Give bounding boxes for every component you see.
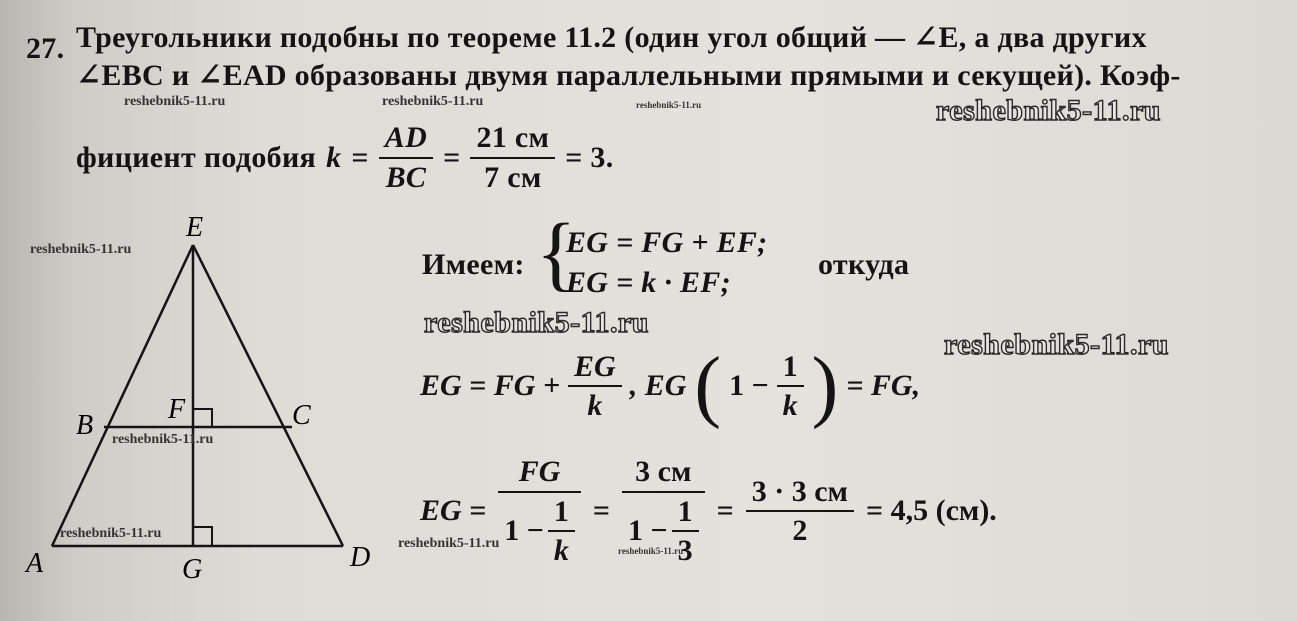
system-after: откуда xyxy=(818,248,910,281)
label-b: B xyxy=(76,410,94,441)
equals-sign: = xyxy=(351,140,369,174)
fraction-1-k xyxy=(548,496,575,567)
watermark: reshebnik5-11.ru xyxy=(618,546,684,556)
fraction-denominator: 2 xyxy=(792,514,808,548)
watermark: reshebnik5-11.ru xyxy=(944,328,1169,361)
fraction-bar xyxy=(746,510,854,512)
fraction-denominator: 3 xyxy=(677,534,693,567)
fraction-numerator: 1 xyxy=(553,494,569,528)
fraction-numerator: 1 xyxy=(677,494,693,528)
fraction-eg-k xyxy=(568,351,622,422)
watermark: reshebnik5-11.ru xyxy=(936,94,1161,127)
system-intro: Имеем: xyxy=(422,248,525,281)
right-angle-mark-g xyxy=(193,527,212,546)
fraction-bar xyxy=(777,385,804,387)
label-a: A xyxy=(26,548,44,579)
fraction-denominator: k xyxy=(553,534,569,567)
fraction-numerator: FG xyxy=(518,455,561,488)
fraction-bar xyxy=(622,491,705,493)
fraction-9cm-over-2 xyxy=(746,476,854,547)
fraction-bar xyxy=(498,491,581,493)
label-d: D xyxy=(350,542,371,573)
fraction-denominator: BC xyxy=(385,160,427,194)
coefficient-result: = 3. xyxy=(565,140,614,174)
watermark: reshebnik5-11.ru xyxy=(30,242,132,257)
eq-mid: , EG xyxy=(629,369,687,402)
fraction-21-7 xyxy=(470,122,555,193)
fraction-denominator: k xyxy=(782,389,798,422)
final-result: = 4,5 (см). xyxy=(865,494,997,528)
system-eq-1: EG = FG + EF; xyxy=(566,226,768,259)
watermark: reshebnik5-11.ru xyxy=(398,536,500,551)
system-eq-2: EG = k · EF; xyxy=(566,266,731,299)
eq-right: = FG, xyxy=(846,369,921,402)
denominator-one-minus: 1 − xyxy=(628,514,668,548)
equals-sign: = xyxy=(443,140,461,174)
label-c: C xyxy=(292,400,311,431)
fraction-denominator xyxy=(498,496,581,567)
watermark: reshebnik5-11.ru xyxy=(60,526,162,541)
denominator-one-minus: 1 − xyxy=(504,514,544,548)
system-brace: { xyxy=(536,207,577,300)
right-angle-mark-f xyxy=(193,409,212,427)
fraction-bar xyxy=(672,530,699,532)
watermark: reshebnik5-11.ru xyxy=(124,94,226,109)
problem-number: 27. xyxy=(26,32,65,65)
problem-line-2: ∠EBC и ∠EAD образованы двумя параллельными прямыми и секущей). Коэф- xyxy=(76,59,1181,92)
fraction-bar xyxy=(470,157,555,159)
equals-sign: = xyxy=(592,494,610,528)
fraction-ad-bc xyxy=(379,122,433,193)
fraction-denominator: 7 см xyxy=(484,160,542,194)
equation-final xyxy=(420,456,997,567)
equals-sign: = xyxy=(716,494,734,528)
fraction-bar xyxy=(568,385,622,387)
problem-line-1: Треугольники подобны по теореме 11.2 (один угол общий — ∠E, а два других xyxy=(76,21,1147,54)
fraction-denominator: k xyxy=(587,389,603,422)
left-paren: ( xyxy=(694,342,722,430)
label-g: G xyxy=(182,554,203,585)
fraction-numerator: EG xyxy=(574,349,616,383)
side-ed xyxy=(193,245,343,546)
coefficient-line xyxy=(76,122,614,193)
label-f: F xyxy=(168,394,186,425)
fraction-numerator: 3 см xyxy=(635,455,692,488)
fraction-numerator: AD xyxy=(384,121,428,154)
watermark: reshebnik5-11.ru xyxy=(112,432,214,447)
watermark: reshebnik5-11.ru xyxy=(636,100,702,110)
fraction-bar xyxy=(548,530,575,532)
equation-eg-fg xyxy=(420,342,921,430)
fraction-numerator: 21 см xyxy=(476,121,550,154)
label-e: E xyxy=(186,212,204,243)
fraction-1-k xyxy=(777,351,804,422)
coefficient-label: фициент подобия xyxy=(76,140,317,174)
inner-one: 1 − xyxy=(729,369,769,402)
right-paren: ) xyxy=(811,342,839,430)
fraction-numerator: 3 · 3 см xyxy=(751,474,848,508)
fraction-fg-over xyxy=(498,456,581,567)
eq-left: EG = FG + xyxy=(420,369,561,402)
k-variable: k xyxy=(326,140,342,174)
eq-left: EG = xyxy=(420,494,487,528)
watermark: reshebnik5-11.ru xyxy=(382,94,484,109)
fraction-numerator: 1 xyxy=(782,349,798,383)
watermark: reshebnik5-11.ru xyxy=(424,306,649,339)
fraction-bar xyxy=(379,157,433,159)
